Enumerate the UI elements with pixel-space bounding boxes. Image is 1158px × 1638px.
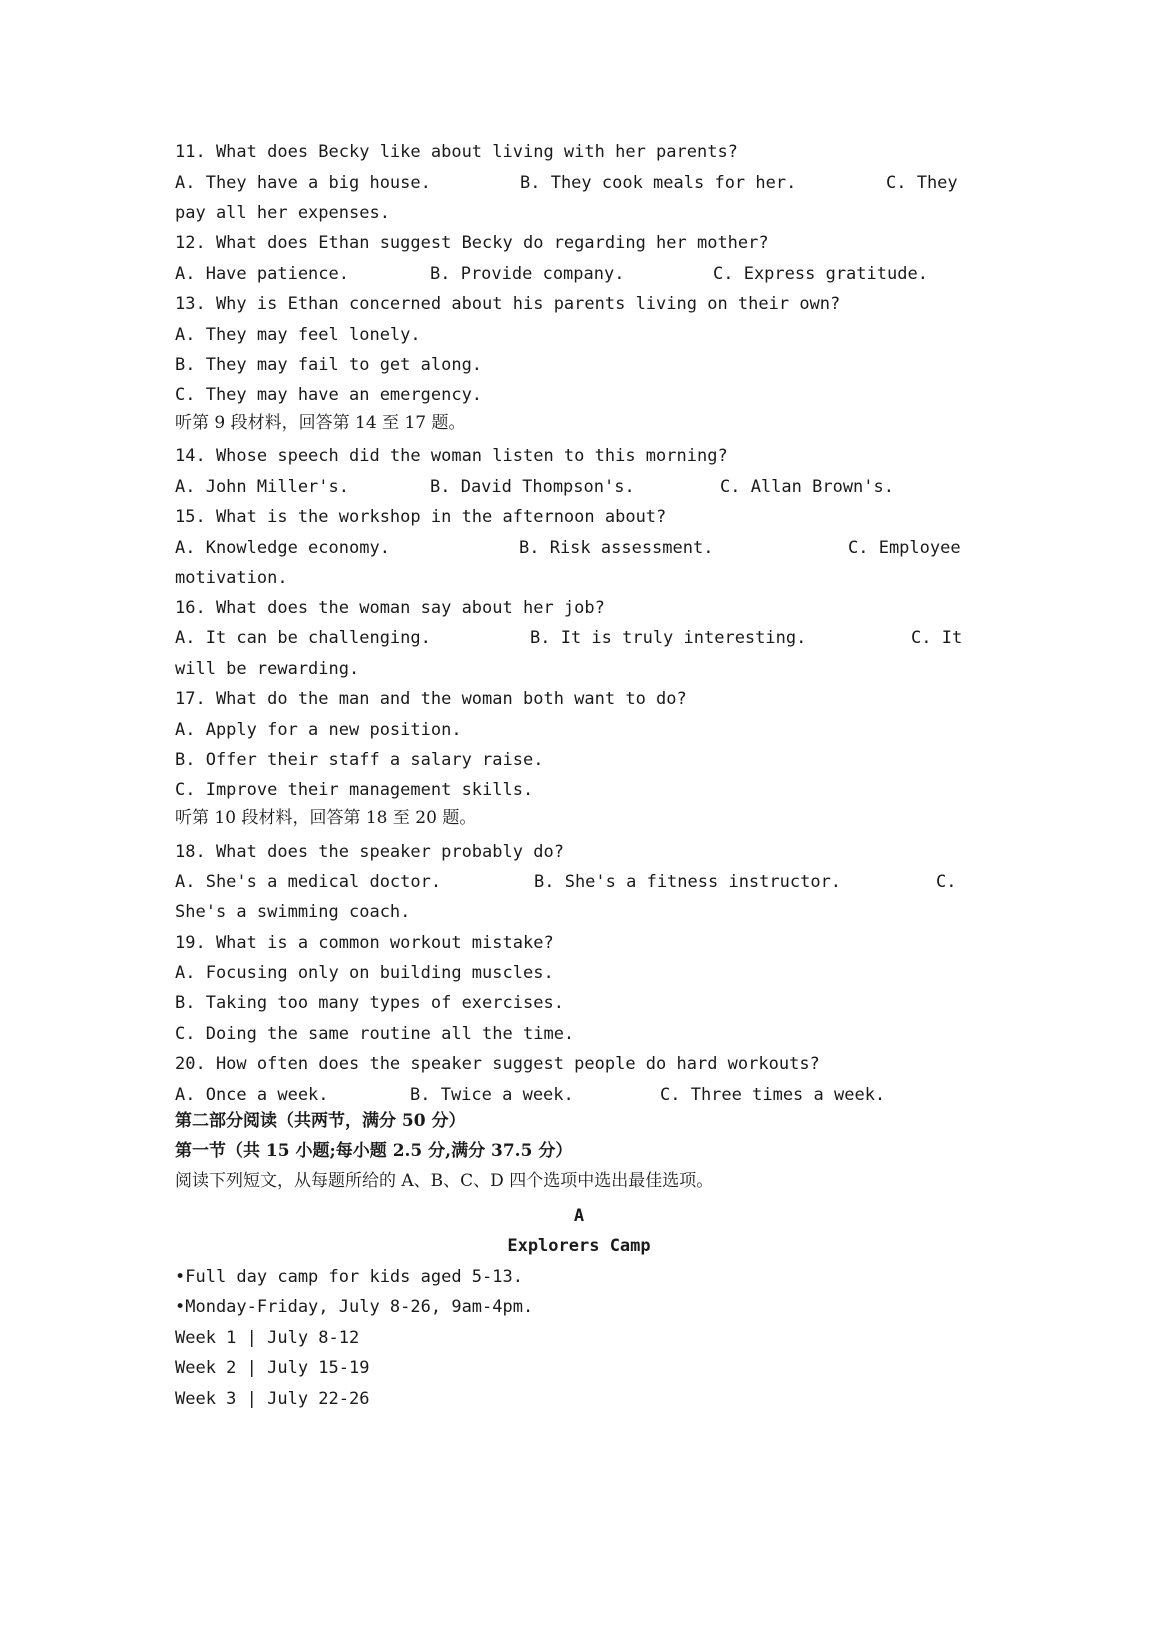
passage-line: •Monday-Friday, July 8-26, 9am-4pm. bbox=[175, 1297, 534, 1317]
question-11-option-c-continued: pay all her expenses. bbox=[175, 203, 390, 223]
question-12-option-c: C. Express gratitude. bbox=[713, 264, 928, 284]
question-15-option-a: A. Knowledge economy. bbox=[175, 538, 390, 558]
question-12-stem: 12. What does Ethan suggest Becky do regarding her mother? bbox=[175, 233, 769, 253]
question-16-option-a: A. It can be challenging. bbox=[175, 628, 431, 648]
question-19-option-c: C. Doing the same routine all the time. bbox=[175, 1024, 575, 1044]
question-11-stem: 11. What does Becky like about living with her parents? bbox=[175, 142, 738, 162]
reading-instruction: 阅读下列短文，从每题所给的 A、B、C、D 四个选项中选出最佳选项。 bbox=[175, 1171, 714, 1191]
question-15-option-c: C. Employee bbox=[848, 538, 961, 558]
question-16-option-c: C. It bbox=[911, 628, 963, 648]
question-14-option-a: A. John Miller's. bbox=[175, 477, 349, 497]
question-11-option-b: B. They cook meals for her. bbox=[520, 173, 797, 193]
section-10-instruction: 听第 10 段材料，回答第 18 至 20 题。 bbox=[175, 808, 477, 828]
question-17-stem: 17. What do the man and the woman both want to do? bbox=[175, 689, 687, 709]
question-20-stem: 20. How often does the speaker suggest people do hard workouts? bbox=[175, 1054, 820, 1074]
question-17-option-a: A. Apply for a new position. bbox=[175, 720, 462, 740]
question-14-stem: 14. Whose speech did the woman listen to this morning? bbox=[175, 446, 728, 466]
question-12-option-a: A. Have patience. bbox=[175, 264, 349, 284]
passage-line: Week 1 | July 8-12 bbox=[175, 1328, 360, 1348]
question-18-option-c-continued: She's a swimming coach. bbox=[175, 902, 411, 922]
question-12-option-b: B. Provide company. bbox=[430, 264, 625, 284]
question-14-option-c: C. Allan Brown's. bbox=[720, 477, 894, 497]
question-18-option-a: A. She's a medical doctor. bbox=[175, 872, 442, 892]
section-9-instruction: 听第 9 段材料，回答第 14 至 17 题。 bbox=[175, 413, 466, 433]
passage-line: Week 2 | July 15-19 bbox=[175, 1358, 370, 1378]
question-13-option-c: C. They may have an emergency. bbox=[175, 385, 483, 405]
question-18-stem: 18. What does the speaker probably do? bbox=[175, 842, 564, 862]
question-18-option-b: B. She's a fitness instructor. bbox=[534, 872, 842, 892]
question-20-option-c: C. Three times a week. bbox=[660, 1085, 886, 1105]
part-two-title: 第二部分阅读（共两节，满分 50 分） bbox=[175, 1111, 466, 1131]
question-13-stem: 13. Why is Ethan concerned about his parents living on their own? bbox=[175, 294, 841, 314]
question-18-option-c: C. bbox=[936, 872, 957, 892]
question-19-option-a: A. Focusing only on building muscles. bbox=[175, 963, 554, 983]
question-19-option-b: B. Taking too many types of exercises. bbox=[175, 993, 564, 1013]
passage-letter: A bbox=[573, 1206, 585, 1226]
question-19-stem: 19. What is a common workout mistake? bbox=[175, 933, 554, 953]
question-17-option-c: C. Improve their management skills. bbox=[175, 780, 534, 800]
question-20-option-a: A. Once a week. bbox=[175, 1085, 329, 1105]
question-16-stem: 16. What does the woman say about her job? bbox=[175, 598, 605, 618]
question-16-option-c-continued: will be rewarding. bbox=[175, 659, 360, 679]
question-15-option-c-continued: motivation. bbox=[175, 568, 288, 588]
question-11-option-c: C. They bbox=[886, 173, 958, 193]
passage-title: Explorers Camp bbox=[507, 1236, 651, 1256]
question-17-option-b: B. Offer their staff a salary raise. bbox=[175, 750, 544, 770]
question-20-option-b: B. Twice a week. bbox=[410, 1085, 574, 1105]
passage-line: •Full day camp for kids aged 5-13. bbox=[175, 1267, 523, 1287]
question-13-option-a: A. They may feel lonely. bbox=[175, 325, 421, 345]
question-13-option-b: B. They may fail to get along. bbox=[175, 355, 483, 375]
question-11-option-a: A. They have a big house. bbox=[175, 173, 431, 193]
question-15-stem: 15. What is the workshop in the afternoon about? bbox=[175, 507, 667, 527]
section-one-title: 第一节（共 15 小题;每小题 2.5 分,满分 37.5 分） bbox=[175, 1141, 573, 1161]
question-16-option-b: B. It is truly interesting. bbox=[530, 628, 807, 648]
question-14-option-b: B. David Thompson's. bbox=[430, 477, 635, 497]
passage-line: Week 3 | July 22-26 bbox=[175, 1389, 370, 1409]
question-15-option-b: B. Risk assessment. bbox=[519, 538, 714, 558]
